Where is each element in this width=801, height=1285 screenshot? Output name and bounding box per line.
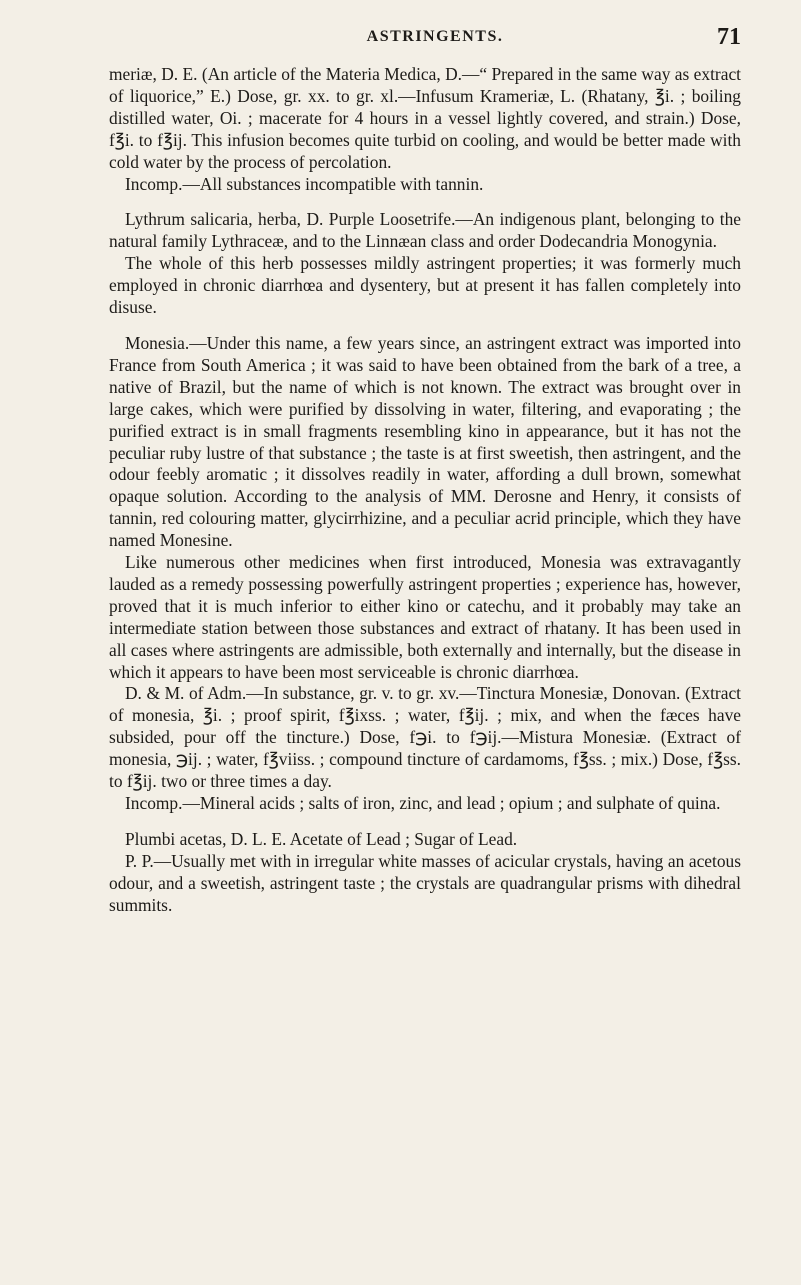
section-gap [109,815,741,829]
paragraph-monesia-incompatibles: Incomp.—Mineral acids ; salts of iron, zinc, and lead ; opium ; and sulphate of quina. [125,793,721,813]
paragraph-monesia-dose: D. & M. of Adm.—In substance, gr. v. to gr. xv.—Tinctura Monesiæ, Donovan. (Extract of monesia, ℥i. ; proof spirit, f℥ixss. ; water, f℥ij. ; mix, and when the fæces have subsided, pour off the tincture.) Dose, f℈i. to f℈ij.—Mistura Monesiæ. (Extract of monesia, ℈ij. ; water, f℥viiss. ; compound tincture of cardamoms, f℥ss. ; mix.) Dose, f℥ss. to f℥ij. two or three times a day. [109,683,741,792]
running-title: ASTRINGENTS. [366,28,504,45]
paragraph-krameria-extract: meriæ, D. E. (An article of the Materia Medica, D.—“ Prepared in the same way as extract of liquorice,” E.) Dose, gr. xx. to gr. xl.—Infusum Krameriæ, L. (Rhatany, ℥i. ; boiling distilled water, Oi. ; macerate for 4 hours in a vessel lightly covered, and strain.) Dose, f℥i. to f℥ij. This infusion becomes quite turbid on cooling, and would be better made with cold water by the process of percolation. [109,64,741,172]
page-header [109,24,741,64]
section-gap [109,195,741,209]
body-text [109,64,741,917]
paragraph-plumbi-properties: P. P.—Usually met with in irregular white masses of acicular crystals, having an acetous odour, and a sweetish, astringent taste ; the crystals are quadrangular prisms with dihedral summits. [109,850,741,915]
paragraph-monesia-uses: Like numerous other medicines when first introduced, Monesia was extravagantly lauded as a remedy possessing powerfully astringent properties ; experience has, however, proved that it is much inferior to either kino or catechu, and it probably may take an intermediate station between those substances and extract of rhatany. It has been used in all cases where astringents are admissible, both externally and internally, but the disease in which it appears to have been most serviceable is chronic diarrhœa. [109,552,741,682]
paragraph-monesia-description: Monesia.—Under this name, a few years since, an astringent extract was imported into France from South America ; it was said to have been obtained from the bark of a tree, a native of Brazil, but the name of which is not known. The extract was brought over in large cakes, which were purified by dissolving in water, filtering, and evaporating ; the purified extract is in small fragments resembling kino in appearance, but it has not the peculiar ruby lustre of that substance ; the taste is at first sweetish, then astringent, and the odour feebly aromatic ; it dissolves readily in water, affording a dull brown, somewhat opaque solution. According to the analysis of MM. Derosne and Henry, it consists of tannin, red colouring matter, glycirrhizine, and a peculiar acrid principle, which they have named Monesine. [109,332,741,551]
paragraph-krameria-incompatibles: Incomp.—All substances incompatible with tannin. [125,173,484,194]
section-gap [109,319,741,333]
paragraph-lythrum-properties: The whole of this herb possesses mildly astringent properties; it was formerly much employed in chronic diarrhœa and dysentery, but at present it has fallen completely into disuse. [109,253,741,318]
paragraph-lythrum-heading: Lythrum salicaria, herba, D. Purple Loosetrife.—An indigenous plant, belonging to the natural family Lythraceæ, and to the Linnæan class and order Dodecandria Monogynia. [109,209,741,252]
page-number: 71 [717,24,741,50]
paragraph-plumbi-heading: Plumbi acetas, D. L. E. Acetate of Lead ; Sugar of Lead. [125,828,518,849]
